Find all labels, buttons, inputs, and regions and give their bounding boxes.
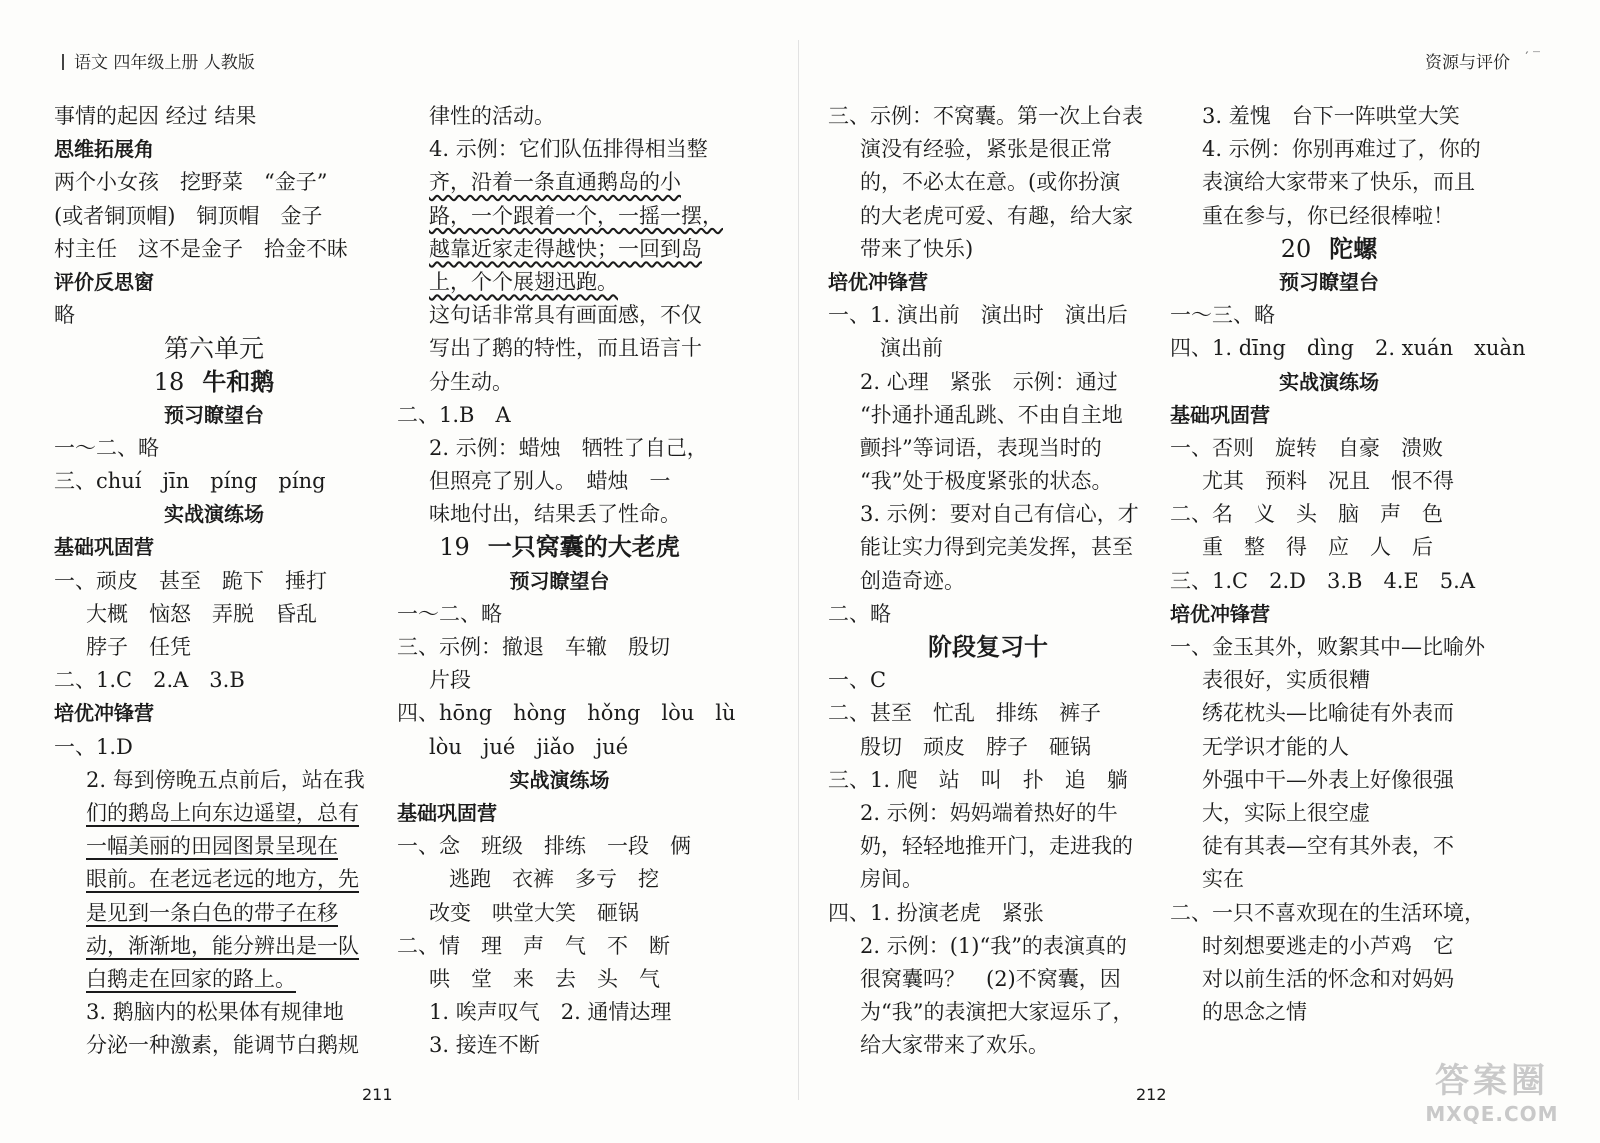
unit-title: 第六单元 <box>163 334 264 364</box>
answer-line: 4. 示例：它们队伍排得相当整 <box>429 137 708 162</box>
answer-line: 尤其 预料 况且 恨不得 <box>1202 469 1454 494</box>
answer-line: “我”处于极度紧张的状态。 <box>860 469 1113 494</box>
answer-line: 2. 示例：(1)“我”的表演真的 <box>860 933 1127 958</box>
review-title: 阶段复习十 <box>928 633 1048 661</box>
lesson-number: 20 <box>1280 234 1312 263</box>
answer-line: 表演给大家带来了快乐，而且 <box>1202 170 1475 195</box>
answer-line: 的思念之情 <box>1202 1000 1307 1025</box>
answer-line: 重 整 得 应 人 后 <box>1202 535 1433 560</box>
answer-line: 1. 唉声叹气 2. 通情达理 <box>429 1000 672 1025</box>
header-bar <box>62 54 64 70</box>
answer-line: 这句话非常具有画面感，不仅 <box>429 303 702 328</box>
section-heading: 培优冲锋营 <box>828 269 928 294</box>
answer-line: 味地付出，结果丢了性命。 <box>429 502 681 527</box>
answer-line: 但照亮了别人。 蜡烛 一 <box>429 469 671 494</box>
series-header: 资源与评价 <box>1425 53 1510 73</box>
answer-line: 写出了鹅的特性，而且语言十 <box>429 336 702 361</box>
book-header-text: 语文 四年级上册 人教版 <box>74 53 255 73</box>
answer-line: 外强中干—外表上好像很强 <box>1202 767 1454 792</box>
answer-line: 颤抖”等词语，表现当时的 <box>860 435 1102 460</box>
answer-line: 奶，轻轻地推开门，走进我的 <box>860 834 1133 859</box>
section-heading: 实战演练场 <box>164 502 264 527</box>
answer-line: 很窝囊吗？ (2)不窝囊，因 <box>860 966 1121 991</box>
answer-line: 是见到一条白色的带子在移 <box>86 900 338 925</box>
answer-line: “扑通扑通乱跳、不由自主地 <box>860 402 1123 427</box>
answer-line: 殷切 顽皮 脖子 砸锅 <box>860 734 1091 759</box>
answer-line: 的大老虎可爱、有趣，给大家 <box>860 203 1133 228</box>
answer-line: 两个小女孩 挖野菜 “金子” <box>54 170 328 195</box>
answer-line: 路，一个跟着一个，一摇一摆， <box>429 203 723 228</box>
section-heading: 实战演练场 <box>1279 369 1379 394</box>
answer-line: 们的鹅岛上向东边遥望，总有 <box>86 800 359 825</box>
answer-line: 三、1.C 2.D 3.B 4.E 5.A <box>1170 568 1476 593</box>
lesson-number: 19 <box>439 533 470 562</box>
lesson-number: 18 <box>153 367 185 396</box>
section-heading: 预习瞭望台 <box>1279 269 1379 294</box>
answer-line: 的，不必太在意。(或你扮演 <box>860 170 1121 195</box>
column-4 <box>1170 100 1526 1029</box>
answer-line: 一、C <box>828 668 887 693</box>
column-1 <box>54 100 374 1062</box>
answer-line: 能让实力得到完美发挥，甚至 <box>860 535 1133 560</box>
answer-line: 重在参与，你已经很棒啦！ <box>1202 203 1454 228</box>
page-gutter <box>798 40 799 1100</box>
answer-line: 一～二、略 <box>397 601 502 626</box>
column-2 <box>397 100 736 1062</box>
section-heading: 培优冲锋营 <box>1170 601 1270 626</box>
answer-line: 2. 示例：蜡烛 牺牲了自己， <box>429 435 708 460</box>
answer-line: 实在 <box>1202 867 1244 892</box>
book-header <box>62 48 255 73</box>
answer-line: 房间。 <box>860 867 923 892</box>
lesson-name: 一只窝囊的大老虎 <box>487 533 680 562</box>
lesson-title <box>397 531 722 564</box>
answer-line: 大概 恼怒 弄脱 昏乱 <box>86 601 317 626</box>
answer-line: 徒有其表—空有其外表，不 <box>1202 834 1454 859</box>
corner-mark: ′ ‾ <box>1525 50 1540 66</box>
answer-line: 带来了快乐) <box>860 236 974 261</box>
answer-line: 三、示例：不窝囊。第一次上台表 <box>828 104 1143 128</box>
answer-line: 白鹅走在回家的路上。 <box>86 966 296 991</box>
answer-line: 分生动。 <box>429 369 513 394</box>
lesson-title <box>54 366 374 399</box>
answer-line: 二、1.C 2.A 3.B <box>54 668 245 693</box>
answer-line: 事情的起因 经过 结果 <box>54 104 257 128</box>
answer-line: 哄 堂 来 去 头 气 <box>429 966 660 991</box>
answer-line: 演没有经验，紧张是很正常 <box>860 137 1112 162</box>
answer-line: lòu jué jiǎo jué <box>429 734 629 759</box>
answer-line: 四、1. dīng dìng 2. xuán xuàn <box>1170 336 1526 361</box>
answer-line: 给大家带来了欢乐。 <box>860 1033 1049 1058</box>
answer-line: 演出前 <box>880 336 943 361</box>
answer-line: 创造奇迹。 <box>860 568 965 593</box>
section-heading: 培优冲锋营 <box>54 701 154 726</box>
answer-line: 一幅美丽的田园图景呈现在 <box>86 834 338 859</box>
answer-line: 一～三、略 <box>1170 303 1275 328</box>
lesson-name: 陀螺 <box>1329 234 1378 263</box>
answer-line: 一～二、略 <box>54 435 159 460</box>
answer-line: 绣花枕头—比喻徒有外表而 <box>1202 701 1454 726</box>
answer-line: 2. 心理 紧张 示例：通过 <box>860 369 1118 394</box>
answer-line: 上，个个展翅迅跑。 <box>429 269 618 294</box>
answer-line: 三、示例：撤退 车辙 殷切 <box>397 635 670 659</box>
lesson-title <box>1170 233 1488 266</box>
answer-line: 3. 接连不断 <box>429 1033 540 1058</box>
watermark-logo <box>1422 1053 1562 1133</box>
section-heading: 基础巩固营 <box>1170 402 1270 427</box>
answer-line: 时刻想要逃走的小芦鸡 它 <box>1202 933 1454 958</box>
answer-line: 一、顽皮 甚至 跪下 捶打 <box>54 568 327 593</box>
answer-line: 对以前生活的怀念和对妈妈 <box>1202 966 1454 991</box>
answer-line: 表很好，实质很糟 <box>1202 668 1370 693</box>
answer-line: 分泌一种激素，能调节白鹅规 <box>86 1033 359 1058</box>
answer-line: 大，实际上很空虚 <box>1202 800 1370 825</box>
answer-line: 村主任 这不是金子 拾金不昧 <box>54 236 348 261</box>
answer-line: 一、金玉其外，败絮其中—比喻外 <box>1170 635 1485 659</box>
section-heading: 基础巩固营 <box>397 800 497 825</box>
section-heading: 基础巩固营 <box>54 535 154 560</box>
answer-line: 一、1.D <box>54 734 133 759</box>
answer-line: 3. 示例：要对自己有信心，才 <box>860 502 1139 527</box>
lesson-name: 牛和鹅 <box>202 367 275 396</box>
page-number-right: 212 <box>1136 1085 1167 1104</box>
page-number-left: 211 <box>362 1085 393 1104</box>
section-heading: 评价反思窗 <box>54 269 154 294</box>
answer-line: 眼前。在老远老远的地方，先 <box>86 867 359 892</box>
section-heading: 实战演练场 <box>509 767 610 792</box>
answer-line: 二、略 <box>828 601 891 626</box>
answer-line: 二、1.B A <box>397 402 511 427</box>
section-heading: 思维拓展角 <box>54 137 154 162</box>
answer-line: 四、hōng hòng hǒng lòu lù <box>397 701 736 726</box>
answer-line: 二、情 理 声 气 不 断 <box>397 933 670 958</box>
answer-line: 二、甚至 忙乱 排练 裤子 <box>828 701 1101 726</box>
answer-line: 二、名 义 头 脑 声 色 <box>1170 502 1443 527</box>
column-3 <box>828 100 1148 1062</box>
answer-line: 越靠近家走得越快；一回到岛 <box>429 236 702 261</box>
answer-line: 改变 哄堂大笑 砸锅 <box>429 900 639 925</box>
section-heading: 预习瞭望台 <box>509 568 610 593</box>
answer-line: 2. 每到傍晚五点前后，站在我 <box>86 767 365 792</box>
answer-line: 三、1. 爬 站 叫 扑 追 躺 <box>828 767 1128 792</box>
answer-line: 4. 示例：你别再难过了，你的 <box>1202 137 1481 162</box>
answer-line: (或者铜顶帽) 铜顶帽 金子 <box>54 203 323 228</box>
answer-line: 四、1. 扮演老虎 紧张 <box>828 900 1044 925</box>
watermark-line-1: 答案圈 <box>1435 1061 1549 1101</box>
answer-line: 2. 示例：妈妈端着热好的牛 <box>860 800 1118 825</box>
watermark-line-2: MXQE.COM <box>1425 1102 1559 1126</box>
answer-line: 一、念 班级 排练 一段 俩 <box>397 834 691 859</box>
section-heading: 预习瞭望台 <box>164 402 264 427</box>
answer-line: 一、1. 演出前 演出时 演出后 <box>828 303 1128 328</box>
answer-line: 一、否则 旋转 自豪 溃败 <box>1170 435 1443 460</box>
answer-line: 略 <box>54 303 75 328</box>
answer-line: 脖子 任凭 <box>86 635 191 659</box>
answer-line: 无学识才能的人 <box>1202 734 1349 759</box>
answer-line: 片段 <box>429 668 471 693</box>
answer-line: 律性的活动。 <box>429 104 555 128</box>
answer-line: 二、一只不喜欢现在的生活环境， <box>1170 900 1485 925</box>
answer-line: 三、chuí jīn píng píng <box>54 469 326 494</box>
answer-line: 动，渐渐地，能分辨出是一队 <box>86 933 359 958</box>
answer-line: 逃跑 衣裤 多亏 挖 <box>449 867 659 892</box>
answer-line: 为“我”的表演把大家逗乐了， <box>860 1000 1134 1025</box>
answer-line: 齐，沿着一条直通鹅岛的小 <box>429 170 681 195</box>
answer-line: 3. 羞愧 台下一阵哄堂大笑 <box>1202 104 1460 128</box>
answer-line: 3. 鹅脑内的松果体有规律地 <box>86 1000 344 1025</box>
